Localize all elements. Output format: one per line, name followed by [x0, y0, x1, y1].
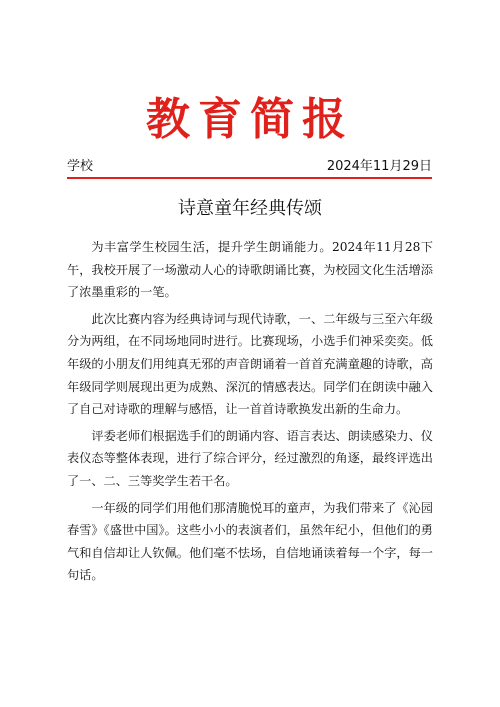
info-row [67, 158, 432, 178]
paragraph-1: 为丰富学生校园生活，提升学生朗诵能力。2024年11月28下午，我校开展了一场激动人心的诗歌朗诵比赛，为校园文化生活增添了浓墨重彩的一笔。 [67, 240, 433, 300]
school-label: 学校 [67, 159, 94, 174]
issue-date: 2024年11月29日 [326, 159, 432, 174]
article-body [67, 236, 433, 591]
paragraph-2: 此次比赛内容为经典诗词与现代诗歌，一、二年级与三至六年级分为两组，在不同场地同时进行。比赛现场，小选手们神采奕奕。低年级的小朋友们用纯真无邪的声音朗诵着一首首充满童趣的诗歌，高年级同学则展现出更为成熟、深沉的情感表达。同学们在朗读中融入了自己对诗歌的理解与感悟，让一首首诗歌换发出新的生命力。 [67, 311, 433, 417]
paragraph-4: 一年级的同学们用他们那清脆悦耳的童声，为我们带来了《沁园春雪》《盛世中国》。这些小小的表演者们，虽然年纪小，但他们的勇气和自信却让人钦佩。他们毫不怯场，自信地诵读着每一个字，每一句话。 [67, 500, 433, 583]
header-rule [67, 177, 432, 179]
article-headline: 诗意童年经典传颂 [178, 198, 322, 219]
paragraph-3: 评委老师们根据选手们的朗诵内容、语言表达、朗读感染力、仪表仪态等整体表现，进行了综合评分，经过激烈的角逐，最终评选出了一、二、三等奖学生若干名。 [67, 428, 433, 488]
masthead-title: 教育简报 [146, 94, 354, 145]
